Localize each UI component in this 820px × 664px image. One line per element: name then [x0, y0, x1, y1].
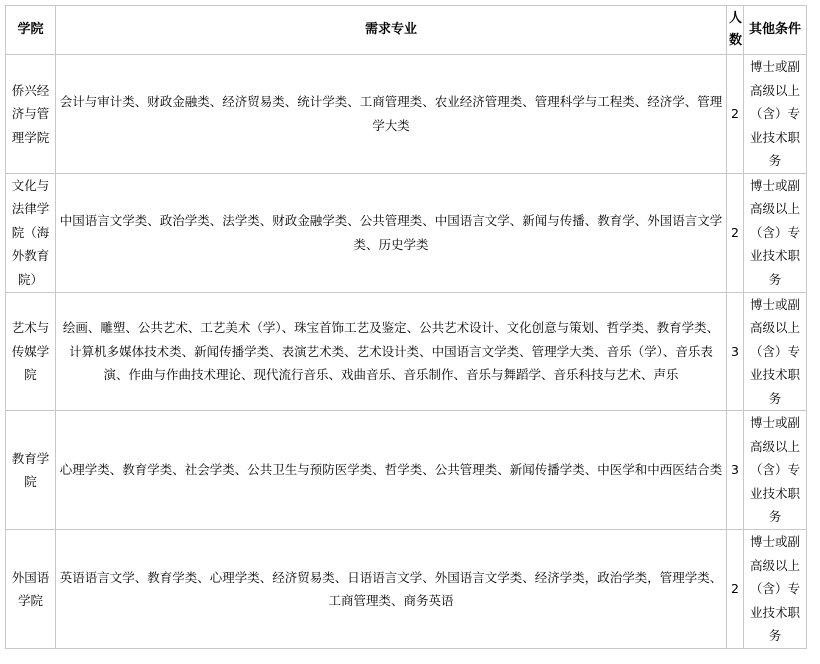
majors-cell: 英语语言文学、教育学类、心理学类、经济贸易类、日语语言文学、外国语言文学类、经济学类，政治学类，管理学类、工商管理类、商务英语	[56, 530, 727, 649]
header-majors: 需求专业	[56, 6, 727, 55]
majors-cell: 心理学类、教育学类、社会学类、公共卫生与预防医学类、哲学类、公共管理类、新闻传播学类、中医学和中西医结合类	[56, 411, 727, 530]
table-row	[6, 55, 807, 174]
college-cell: 侨兴经济与管理学院	[6, 55, 56, 174]
majors-cell: 会计与审计类、财政金融类、经济贸易类、统计学类、工商管理类、农业经济管理类、管理科学与工程类、经济学、管理学大类	[56, 55, 727, 174]
majors-cell: 中国语言文学类、政治学类、法学类、财政金融学类、公共管理类、中国语言文学、新闻与传播、教育学、外国语言文学类、历史学类	[56, 173, 727, 292]
count-cell: 3	[727, 411, 744, 530]
table-row	[6, 530, 807, 649]
conditions-cell: 博士或副高级以上（含）专业技术职务	[744, 530, 807, 649]
college-cell: 文化与法律学院（海外教育院）	[6, 173, 56, 292]
header-conditions: 其他条件	[744, 6, 807, 55]
conditions-cell: 博士或副高级以上（含）专业技术职务	[744, 411, 807, 530]
table-header-row	[6, 6, 807, 55]
college-cell: 教育学院	[6, 411, 56, 530]
header-count: 人数	[727, 6, 744, 55]
table-row	[6, 292, 807, 411]
table-row	[6, 173, 807, 292]
majors-cell: 绘画、雕塑、公共艺术、工艺美术（学）、珠宝首饰工艺及鉴定、公共艺术设计、文化创意与策划、哲学类、教育学类、计算机多媒体技术类、新闻传播学类、表演艺术类、艺术设计类、中国语言文学类、管理学大类、音乐（学）、音乐表演、作曲与作曲技术理论、现代流行音乐、戏曲音乐、音乐制作、音乐与舞蹈学、音乐科技与艺术、声乐	[56, 292, 727, 411]
conditions-cell: 博士或副高级以上（含）专业技术职务	[744, 292, 807, 411]
count-cell: 3	[727, 292, 744, 411]
table-row	[6, 411, 807, 530]
count-cell: 2	[727, 173, 744, 292]
college-cell: 艺术与传媒学院	[6, 292, 56, 411]
recruitment-table	[5, 5, 807, 649]
conditions-cell: 博士或副高级以上（含）专业技术职务	[744, 55, 807, 174]
count-cell: 2	[727, 55, 744, 174]
college-cell: 外国语学院	[6, 530, 56, 649]
conditions-cell: 博士或副高级以上（含）专业技术职务	[744, 173, 807, 292]
header-college: 学院	[6, 6, 56, 55]
count-cell: 2	[727, 530, 744, 649]
